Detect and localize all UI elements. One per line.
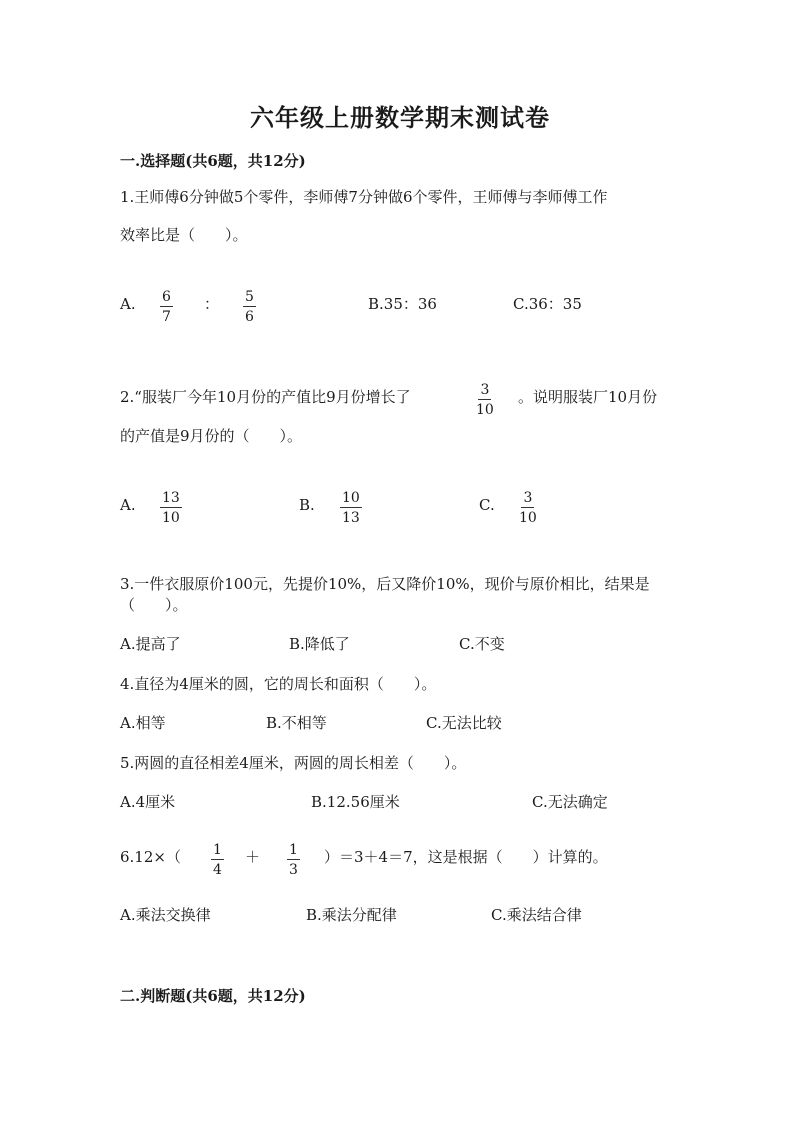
q5-option-a: A.4厘米 [120, 793, 176, 811]
fraction-numerator: 3 [480, 382, 490, 398]
q3-option-a: A.提高了 [120, 635, 181, 653]
q3-option-b: B.降低了 [289, 635, 350, 653]
q5-text: 5.两圆的直径相差4厘米，两圆的周长相差（ ）。 [120, 754, 467, 772]
q4-option-c: C.无法比较 [426, 714, 502, 732]
fraction-denominator: 6 [245, 309, 254, 325]
q6-fraction-1 [211, 843, 224, 877]
q2-text-line1-pre: 2.“服装厂今年10月份的产值比9月份增长了 [120, 388, 411, 406]
q2-option-c-label: C. [479, 496, 495, 514]
fraction-denominator: 10 [162, 510, 180, 526]
q6-option-c: C.乘法结合律 [491, 906, 582, 924]
q2-inline-fraction [476, 383, 494, 417]
fraction-denominator: 10 [519, 510, 537, 526]
q6-fraction-2 [287, 843, 300, 877]
q2-option-a-fraction [160, 491, 182, 525]
fraction-denominator: 7 [162, 309, 171, 325]
fraction-numerator: 1 [213, 842, 222, 858]
q1-option-a-label: A. [120, 295, 136, 313]
section-heading-choice: 一.选择题(共6题，共12分) [120, 152, 306, 170]
q5-option-b: B.12.56厘米 [311, 793, 400, 811]
fraction-numerator: 10 [342, 490, 360, 506]
fraction-numerator: 3 [523, 490, 533, 506]
fraction-numerator: 13 [162, 490, 180, 506]
q2-text-line1-post: 。说明服装厂10月份 [518, 388, 658, 406]
q1-option-a-fraction-2 [243, 290, 256, 324]
q5-option-c: C.无法确定 [532, 793, 608, 811]
fraction-numerator: 1 [289, 842, 298, 858]
q6-text-pre: 6.12×（ [120, 848, 181, 866]
fraction-numerator: 6 [162, 289, 171, 305]
q4-option-b: B.不相等 [266, 714, 327, 732]
fraction-denominator: 3 [289, 862, 298, 878]
q1-option-c: C.36：35 [513, 295, 582, 313]
q1-text-line2: 效率比是（ ）。 [120, 226, 248, 244]
q6-option-b: B.乘法分配律 [306, 906, 397, 924]
q3-text-line1: 3.一件衣服原价100元，先提价10%，后又降价10%，现价与原价相比，结果是 [120, 575, 650, 593]
q1-option-a-colon: ： [204, 295, 220, 313]
fraction-numerator: 5 [245, 289, 254, 305]
q4-option-a: A.相等 [120, 714, 166, 732]
q2-option-b-label: B. [299, 496, 315, 514]
q3-option-c: C.不变 [459, 635, 505, 653]
fraction-denominator: 13 [342, 510, 360, 526]
section-heading-judgement: 二.判断题(共6题，共12分) [120, 987, 306, 1005]
q2-option-c-fraction [519, 491, 537, 525]
q2-option-a-label: A. [120, 496, 136, 514]
q4-text: 4.直径为4厘米的圆，它的周长和面积（ ）。 [120, 675, 437, 693]
q6-plus: ＋ [245, 848, 261, 866]
fraction-denominator: 10 [476, 402, 494, 418]
q2-option-b-fraction [340, 491, 362, 525]
q1-text-line1: 1.王师傅6分钟做5个零件，李师傅7分钟做6个零件，王师傅与李师傅工作 [120, 188, 608, 206]
q2-text-line2: 的产值是9月份的（ ）。 [120, 427, 303, 445]
q6-text-post: ）＝3＋4＝7，这是根据（ ）计算的。 [324, 848, 608, 866]
q1-option-a-fraction-1 [160, 290, 173, 324]
fraction-denominator: 4 [213, 862, 222, 878]
q1-option-b: B.35：36 [368, 295, 437, 313]
q3-text-line2: （ ）。 [120, 596, 188, 614]
q6-option-a: A.乘法交换律 [120, 906, 211, 924]
page-title: 六年级上册数学期末测试卷 [250, 103, 550, 132]
